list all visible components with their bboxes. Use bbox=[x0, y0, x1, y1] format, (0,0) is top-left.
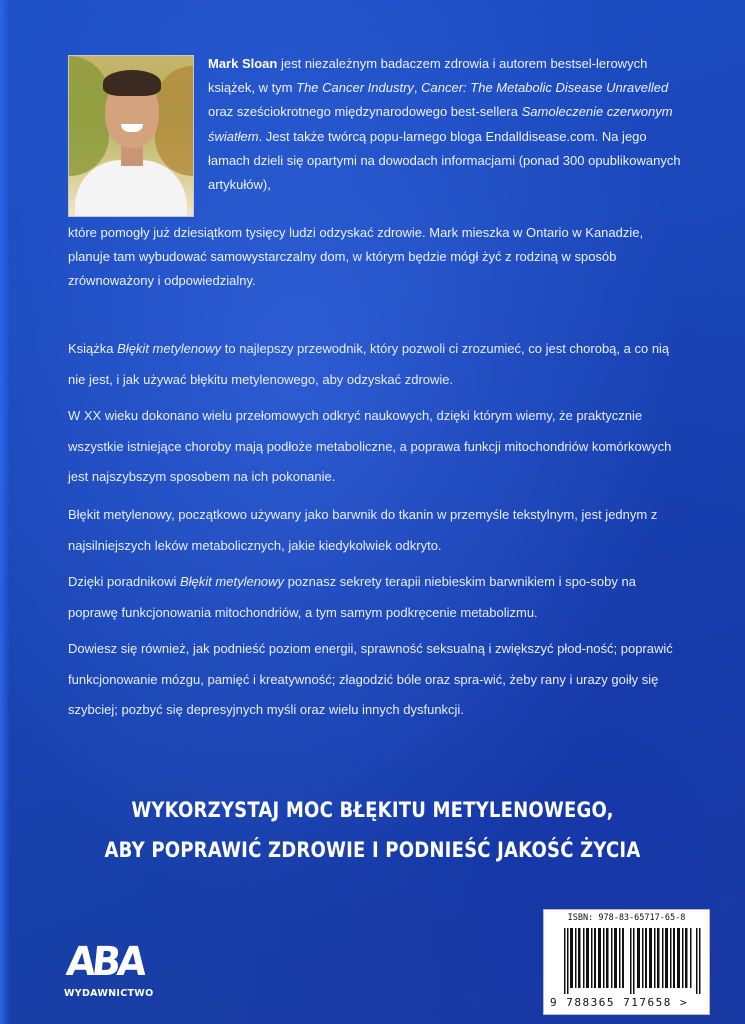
paragraph-5: Dowiesz się również, jak podnieść poziom energii, sprawność seksualną i zwiększyć płod-ność; poprawić funkcjonowanie mózgu, pamięć i kreatywność; złagodzić bóle oraz spra-wić, żeby rany i urazy goiły się szybciej; pozbyć się depresyjnych myśli oraz wielu innych dysfunkcji. bbox=[68, 641, 673, 717]
p4-text-b: poznasz sekrety terapii niebieskim barwnikiem i spo-soby na poprawę funkcjonowania mitochondriów, a tym samym podkręcenie metabolizmu. bbox=[68, 574, 636, 620]
paragraph-1 bbox=[68, 334, 686, 395]
bio-separator: , bbox=[413, 80, 422, 96]
barcode bbox=[543, 909, 710, 1015]
tagline-line-1: WYKORZYSTAJ MOC BŁĘKITU METYLENOWEGO, bbox=[131, 798, 614, 822]
bio-text-3: . Jest także twórcą popu-larnego bloga Endalldisease.com. Na jego łamach dzieli się opartymi na dowodach informacjami (ponad 300 opublikowanych artykułów), bbox=[208, 128, 681, 193]
p4-book-title: Błękit metylenowy bbox=[180, 574, 285, 589]
author-bio-continued: które pomogły już dziesiątkom tysięcy ludzi odzyskać zdrowie. Mark mieszka w Ontario w Kanadzie, planuje tam wybudować samowystarczalny dom, w którym będzie mógł żyć z rodziną w sposób zrównoważony i odpowiedzialny. bbox=[68, 225, 644, 289]
barcode-bars bbox=[564, 928, 704, 994]
author-bio bbox=[208, 52, 686, 197]
bio-book-1: The Cancer Industry bbox=[296, 80, 414, 96]
tagline-line-2: ABY POPRAWIĆ ZDROWIE I PODNIEŚĆ JAKOŚĆ ŻYCIA bbox=[104, 838, 641, 862]
bio-book-2: Cancer: The Metabolic Disease Unravelled bbox=[421, 80, 669, 96]
isbn-label: ISBN: 978-83-65717-65-8 bbox=[567, 913, 686, 923]
ean-digits: 9 788365 717658 > bbox=[550, 996, 689, 1009]
publisher-name: WYDAWNICTWO bbox=[64, 988, 154, 999]
publisher-logo-mark: ABA bbox=[64, 939, 146, 985]
p1-book-title: Błękit metylenowy bbox=[117, 341, 222, 356]
paragraph-4 bbox=[68, 567, 686, 628]
p1-text-b: to najlepszy przewodnik, który pozwoli ci zrozumieć, co jest chorobą, a co nią nie jest, i jak używać błękitu metylenowego, aby odzyskać zdrowie. bbox=[68, 341, 670, 387]
author-photo bbox=[68, 55, 194, 217]
bio-text-2: oraz sześciokrotnego międzynarodowego best-sellera bbox=[208, 104, 522, 120]
p1-text-a: Książka bbox=[68, 341, 118, 356]
cover-left-edge bbox=[0, 0, 10, 1024]
bio-book-3: Samoleczenie czerwonym światłem bbox=[208, 104, 673, 144]
paragraph-3: Błękit metylenowy, początkowo używany jako barwnik do tkanin w przemyśle tekstylnym, jest jednym z najsilniejszych leków metabolicznych, jakie kiedykolwiek odkryto. bbox=[68, 507, 658, 553]
photo-background-left bbox=[69, 56, 109, 176]
publisher-logo bbox=[64, 939, 164, 1012]
p4-text-a: Dzięki poradnikowi bbox=[68, 574, 180, 589]
photo-hair bbox=[103, 70, 161, 96]
bio-text-1: jest niezależnym badaczem zdrowia i autorem bestsel-lerowych książek, w tym bbox=[208, 56, 648, 96]
author-name: Mark Sloan bbox=[208, 56, 278, 71]
paragraph-2: W XX wieku dokonano wielu przełomowych odkryć naukowych, dzięki którym wiemy, że praktycznie wszystkie istniejące choroby mają podłoże metaboliczne, a poprawa funkcji mitochondriów komórkowych jest najszybszym sposobem na ich pokonanie. bbox=[68, 408, 672, 484]
